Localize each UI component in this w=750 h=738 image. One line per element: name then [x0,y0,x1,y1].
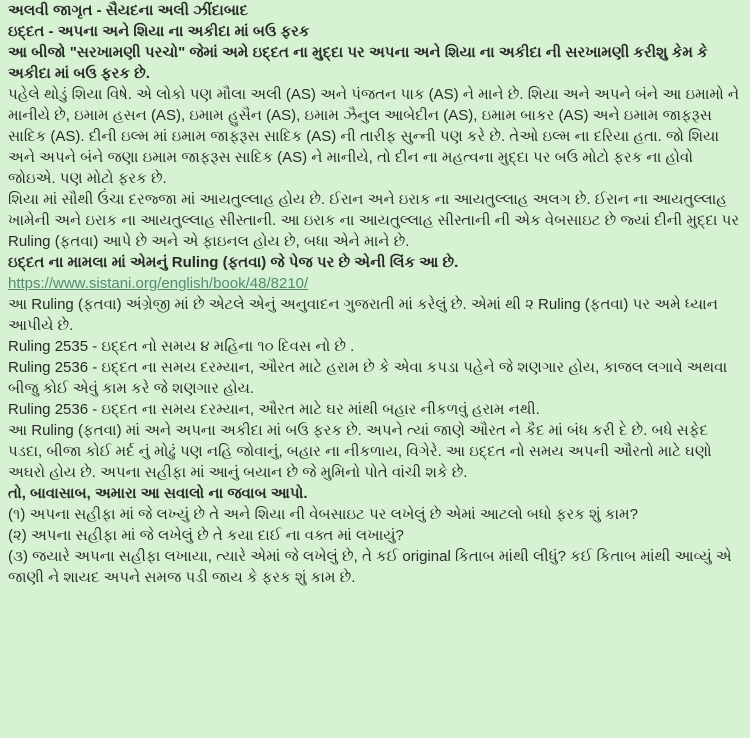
paragraph-shia-imams: પહેલે થોડું શિયા વિષે. એ લોકો પણ મૌલા અલી (AS) અને પંજતન પાક (AS) ને માને છે. શિયા અને અપને બંને આ ઇમામો ને માનીયે છે, ઇમામ હસન (AS), ઇમામ હુસૈન (AS), ઇમામ ઝૈનુલ આબેદીન (AS), ઇમામ બાકર (AS) અને ઇમામ જાફરૂસ સાદિક (AS). દીની ઇલ્મ માં ઇમામ જાફરૂસ સાદિક (AS) ની તારીફ સુન્ની પણ કરે છે. તેઓ ઇલ્મ ના દરિયા હતા. જો શિયા અને અપને બંને જણા ઇમામ જાફરૂસ સાદિક (AS) ને માનીયે, તો દીન ના મહત્વના મુદ્દા પર બઉ મોટો ફરક ના હોવો જોઇએ. પણ મોટો ફરક છે. [8,86,740,187]
question-3: (૩) જયારે અપના સહીફા લખાયા, ત્યારે એમાં જે લખેલું છે, તે કઈ original કિતાબ માંથી લીધું? કઈ કિતાબ માંથી આવ્યું એ જાણી ને શાયદ અપને સમજ પડી જાય કે ફરક શું કામ છે. [8,548,732,586]
intro-paragraph: આ બીજો "સરખામણી પરચો" જેમાં અમે ઇદ્દત ના મુદ્દા પર અપના અને શિયા ના અકીદા ની સરખામણી કરીશુ કેમ કે અકીદા માં બઉ ફરક છે. [8,44,708,82]
question-1: (૧) અપના સહીફા માં જે લખ્યું છે તે અને શિયા ની વેબસાઇટ પર લખેલું છે એમાં આટલો બધો ફરક શું કામ? [8,506,638,523]
page-title: અલવી જાગૃત - સૈયદના અલી ઝીંદાબાદ [8,2,248,19]
topic-heading: ઇદ્દત - અપના અને શિયા ના અકીદા માં બઉ ફરક [8,23,310,40]
paragraph-ruling-2536-a: Ruling 2536 - ઇદ્દત ના સમય દરમ્યાન, ઔરત માટે હરામ છે કે એવા કપડા પહેને જે શણગાર હોય, કાજલ લગાવે અથવા બીજુ કોઈ એવું કામ કરે જે શણગાર હોય. [8,359,728,397]
question-2: (૨) અપના સહીફા માં જે લખેલું છે તે કયા દાઈ ના વક્ત માં લખાયું? [8,527,404,544]
paragraph-difference: આ Ruling (ફતવા) માં અને અપના અકીદા માં બઉ ફરક છે. અપને ત્યાં જાણે ઔરત ને કૈદ માં બંધ કરી દે છે. બધે સફેદ પડદા, બીજા કોઈ મર્દ નું મોઢું પણ નહિ જોવાનું, બહાર ના નીકળાય, વિગેરે. આ ઇદ્દત નો સમય અપની ઔરતો માટે ઘણો અઘરો હોય છે. અપના સહીફા માં આનું બયાન છે જે મુમિનો પોતે વાંચી શકે છે. [8,422,712,481]
ruling-link-heading: ઇદ્દત ના મામલા માં એમનું Ruling (ફતવા) જે પેજ પર છે એની લિંક આ છે. [8,254,459,271]
questions-heading: તો, બાવાસાબ, અમારા આ સવાલો ના જવાબ આપો. [8,485,308,502]
paragraph-ayatullah: શિયા માં સૌથી ઉંચા દરજ્જા માં આયતુલ્લાહ હોય છે. ઈરાન અને ઇરાક ના આયતુલ્લાહ અલગ છે. ઈરાન ના આયતુલ્લાહ ખામેની અને ઇરાક ના આયતુલ્લાહ સીસ્તાની. આ ઇરાક ના આયતુલ્લાહ સીસ્તાની ની એક વેબસાઇટ છે જ્યાં દીની મુદ્દા પર Ruling (ફતવા) આપે છે અને એ ફાઇનલ હોય છે, બધા એને માને છે. [8,191,740,250]
ruling-link-line [8,273,740,294]
paragraph-ruling-2535: Ruling 2535 - ઇદ્દત નો સમય ૪ મહિના ૧૦ દિવસ નો છે . [8,338,355,355]
paragraph-translation-note: આ Ruling (ફતવા) અંગ્રેજી માં છે એટલે એનું અનુવાદન ગુજરાતી માં કરેલું છે. એમાં થી ૨ Ruling (ફતવા) પર અમે ધ્યાન આપીયે છે. [8,296,718,334]
sistani-ruling-link[interactable]: https://www.sistani.org/english/book/48/8210/ [8,275,309,292]
paragraph-ruling-2536-b: Ruling 2536 - ઇદ્દત ના સમય દરમ્યાન, ઔરત માટે ઘર માંથી બહાર નીકળવું હરામ નથી. [8,401,540,418]
